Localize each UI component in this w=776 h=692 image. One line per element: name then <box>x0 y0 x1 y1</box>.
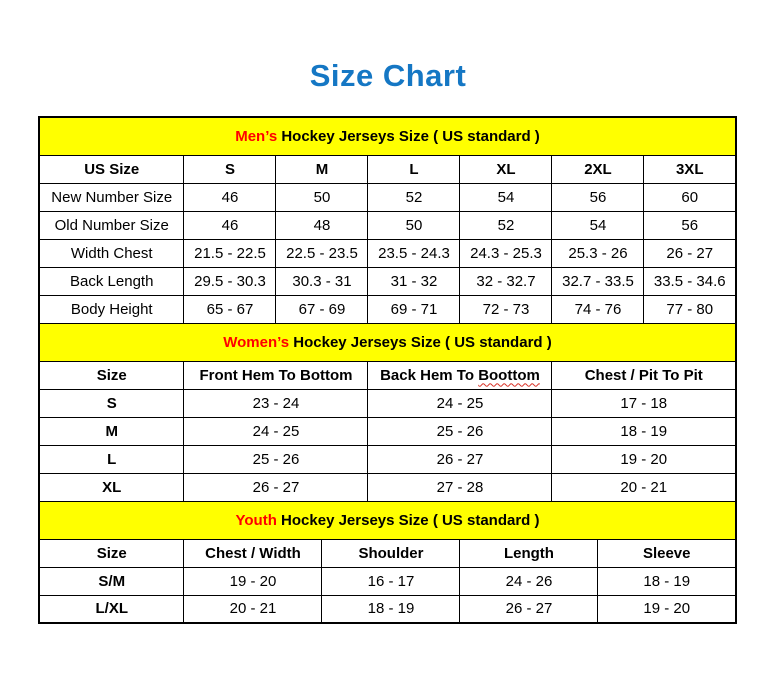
table-cell: 25 - 26 <box>184 445 368 473</box>
column-header: US Size <box>39 155 184 183</box>
table-cell: 20 - 21 <box>184 595 322 623</box>
table-cell: 26 - 27 <box>184 473 368 501</box>
table-cell: 52 <box>460 211 552 239</box>
misspelled-word: Boottom <box>478 366 540 384</box>
column-header: M <box>276 155 368 183</box>
table-cell: 52 <box>368 183 460 211</box>
table-row <box>39 267 736 295</box>
table-cell: 31 - 32 <box>368 267 460 295</box>
table-cell: 26 - 27 <box>368 445 552 473</box>
table-cell: 60 <box>644 183 736 211</box>
section-header-row-womens <box>39 323 736 361</box>
section-title-accent: Women’s <box>223 333 290 351</box>
table-cell: 29.5 - 30.3 <box>184 267 276 295</box>
table-cell: 32 - 32.7 <box>460 267 552 295</box>
row-label: S/M <box>39 567 184 595</box>
row-label: L/XL <box>39 595 184 623</box>
table-cell: 24.3 - 25.3 <box>460 239 552 267</box>
row-label: Old Number Size <box>39 211 184 239</box>
table-cell: 56 <box>552 183 644 211</box>
column-header: Size <box>39 361 184 389</box>
table-row <box>39 567 736 595</box>
column-header: 2XL <box>552 155 644 183</box>
col-header-row-mens <box>39 155 736 183</box>
table-cell: 32.7 - 33.5 <box>552 267 644 295</box>
table-cell: 19 - 20 <box>184 567 322 595</box>
column-header: S <box>184 155 276 183</box>
table-row <box>39 389 736 417</box>
row-label: Width Chest <box>39 239 184 267</box>
section-header-womens <box>39 323 736 361</box>
table-cell: 16 - 17 <box>322 567 460 595</box>
table-cell: 65 - 67 <box>184 295 276 323</box>
table-row <box>39 211 736 239</box>
table-cell: 54 <box>552 211 644 239</box>
section-header-mens <box>39 117 736 155</box>
column-header: Sleeve <box>598 539 736 567</box>
table-cell: 74 - 76 <box>552 295 644 323</box>
size-chart-table <box>38 116 737 624</box>
table-cell: 77 - 80 <box>644 295 736 323</box>
table-cell: 23.5 - 24.3 <box>368 239 460 267</box>
table-cell: 25 - 26 <box>368 417 552 445</box>
section-title-accent: Youth <box>235 511 277 529</box>
table-cell: 20 - 21 <box>552 473 736 501</box>
row-label: New Number Size <box>39 183 184 211</box>
row-label: M <box>39 417 184 445</box>
column-header: Front Hem To Bottom <box>184 361 368 389</box>
section-header-row-youth <box>39 501 736 539</box>
column-header: Length <box>460 539 598 567</box>
col-header-text: Back Hem To <box>380 366 479 384</box>
table-cell: 54 <box>460 183 552 211</box>
section-header-row-mens <box>39 117 736 155</box>
column-header: Size <box>39 539 184 567</box>
table-cell: 46 <box>184 183 276 211</box>
column-header <box>368 361 552 389</box>
section-title-rest: Hockey Jerseys Size ( US standard ) <box>276 511 540 529</box>
column-header: 3XL <box>644 155 736 183</box>
table-cell: 18 - 19 <box>598 567 736 595</box>
table-cell: 22.5 - 23.5 <box>276 239 368 267</box>
column-header: Chest / Width <box>184 539 322 567</box>
column-header: XL <box>460 155 552 183</box>
row-label: Body Height <box>39 295 184 323</box>
section-title-accent: Men’s <box>235 127 278 145</box>
table-row <box>39 445 736 473</box>
table-cell: 19 - 20 <box>552 445 736 473</box>
table-cell: 26 - 27 <box>460 595 598 623</box>
table-row <box>39 595 736 623</box>
table-cell: 18 - 19 <box>552 417 736 445</box>
table-cell: 26 - 27 <box>644 239 736 267</box>
column-header: L <box>368 155 460 183</box>
section-header-youth <box>39 501 736 539</box>
table-cell: 33.5 - 34.6 <box>644 267 736 295</box>
table-row <box>39 417 736 445</box>
table-cell: 24 - 25 <box>184 417 368 445</box>
table-cell: 46 <box>184 211 276 239</box>
table-cell: 18 - 19 <box>322 595 460 623</box>
table-cell: 67 - 69 <box>276 295 368 323</box>
row-label: XL <box>39 473 184 501</box>
table-cell: 24 - 26 <box>460 567 598 595</box>
table-cell: 17 - 18 <box>552 389 736 417</box>
row-label: Back Length <box>39 267 184 295</box>
table-cell: 72 - 73 <box>460 295 552 323</box>
size-chart-container <box>38 116 737 624</box>
size-chart-page <box>0 58 776 624</box>
table-row <box>39 239 736 267</box>
table-row <box>39 473 736 501</box>
row-label: S <box>39 389 184 417</box>
col-header-row-youth <box>39 539 736 567</box>
table-cell: 50 <box>276 183 368 211</box>
table-cell: 24 - 25 <box>368 389 552 417</box>
table-row <box>39 183 736 211</box>
table-cell: 50 <box>368 211 460 239</box>
table-cell: 69 - 71 <box>368 295 460 323</box>
table-cell: 23 - 24 <box>184 389 368 417</box>
page-title: Size Chart <box>309 58 467 93</box>
section-title-rest: Hockey Jerseys Size ( US standard ) <box>289 333 552 351</box>
table-cell: 30.3 - 31 <box>276 267 368 295</box>
table-cell: 27 - 28 <box>368 473 552 501</box>
column-header: Shoulder <box>322 539 460 567</box>
size-chart-table-body <box>39 117 736 623</box>
table-cell: 19 - 20 <box>598 595 736 623</box>
table-row <box>39 295 736 323</box>
table-cell: 56 <box>644 211 736 239</box>
table-cell: 48 <box>276 211 368 239</box>
row-label: L <box>39 445 184 473</box>
col-header-row-womens <box>39 361 736 389</box>
column-header: Chest / Pit To Pit <box>552 361 736 389</box>
section-title-rest: Hockey Jerseys Size ( US standard ) <box>277 127 540 145</box>
table-cell: 25.3 - 26 <box>552 239 644 267</box>
table-cell: 21.5 - 22.5 <box>184 239 276 267</box>
